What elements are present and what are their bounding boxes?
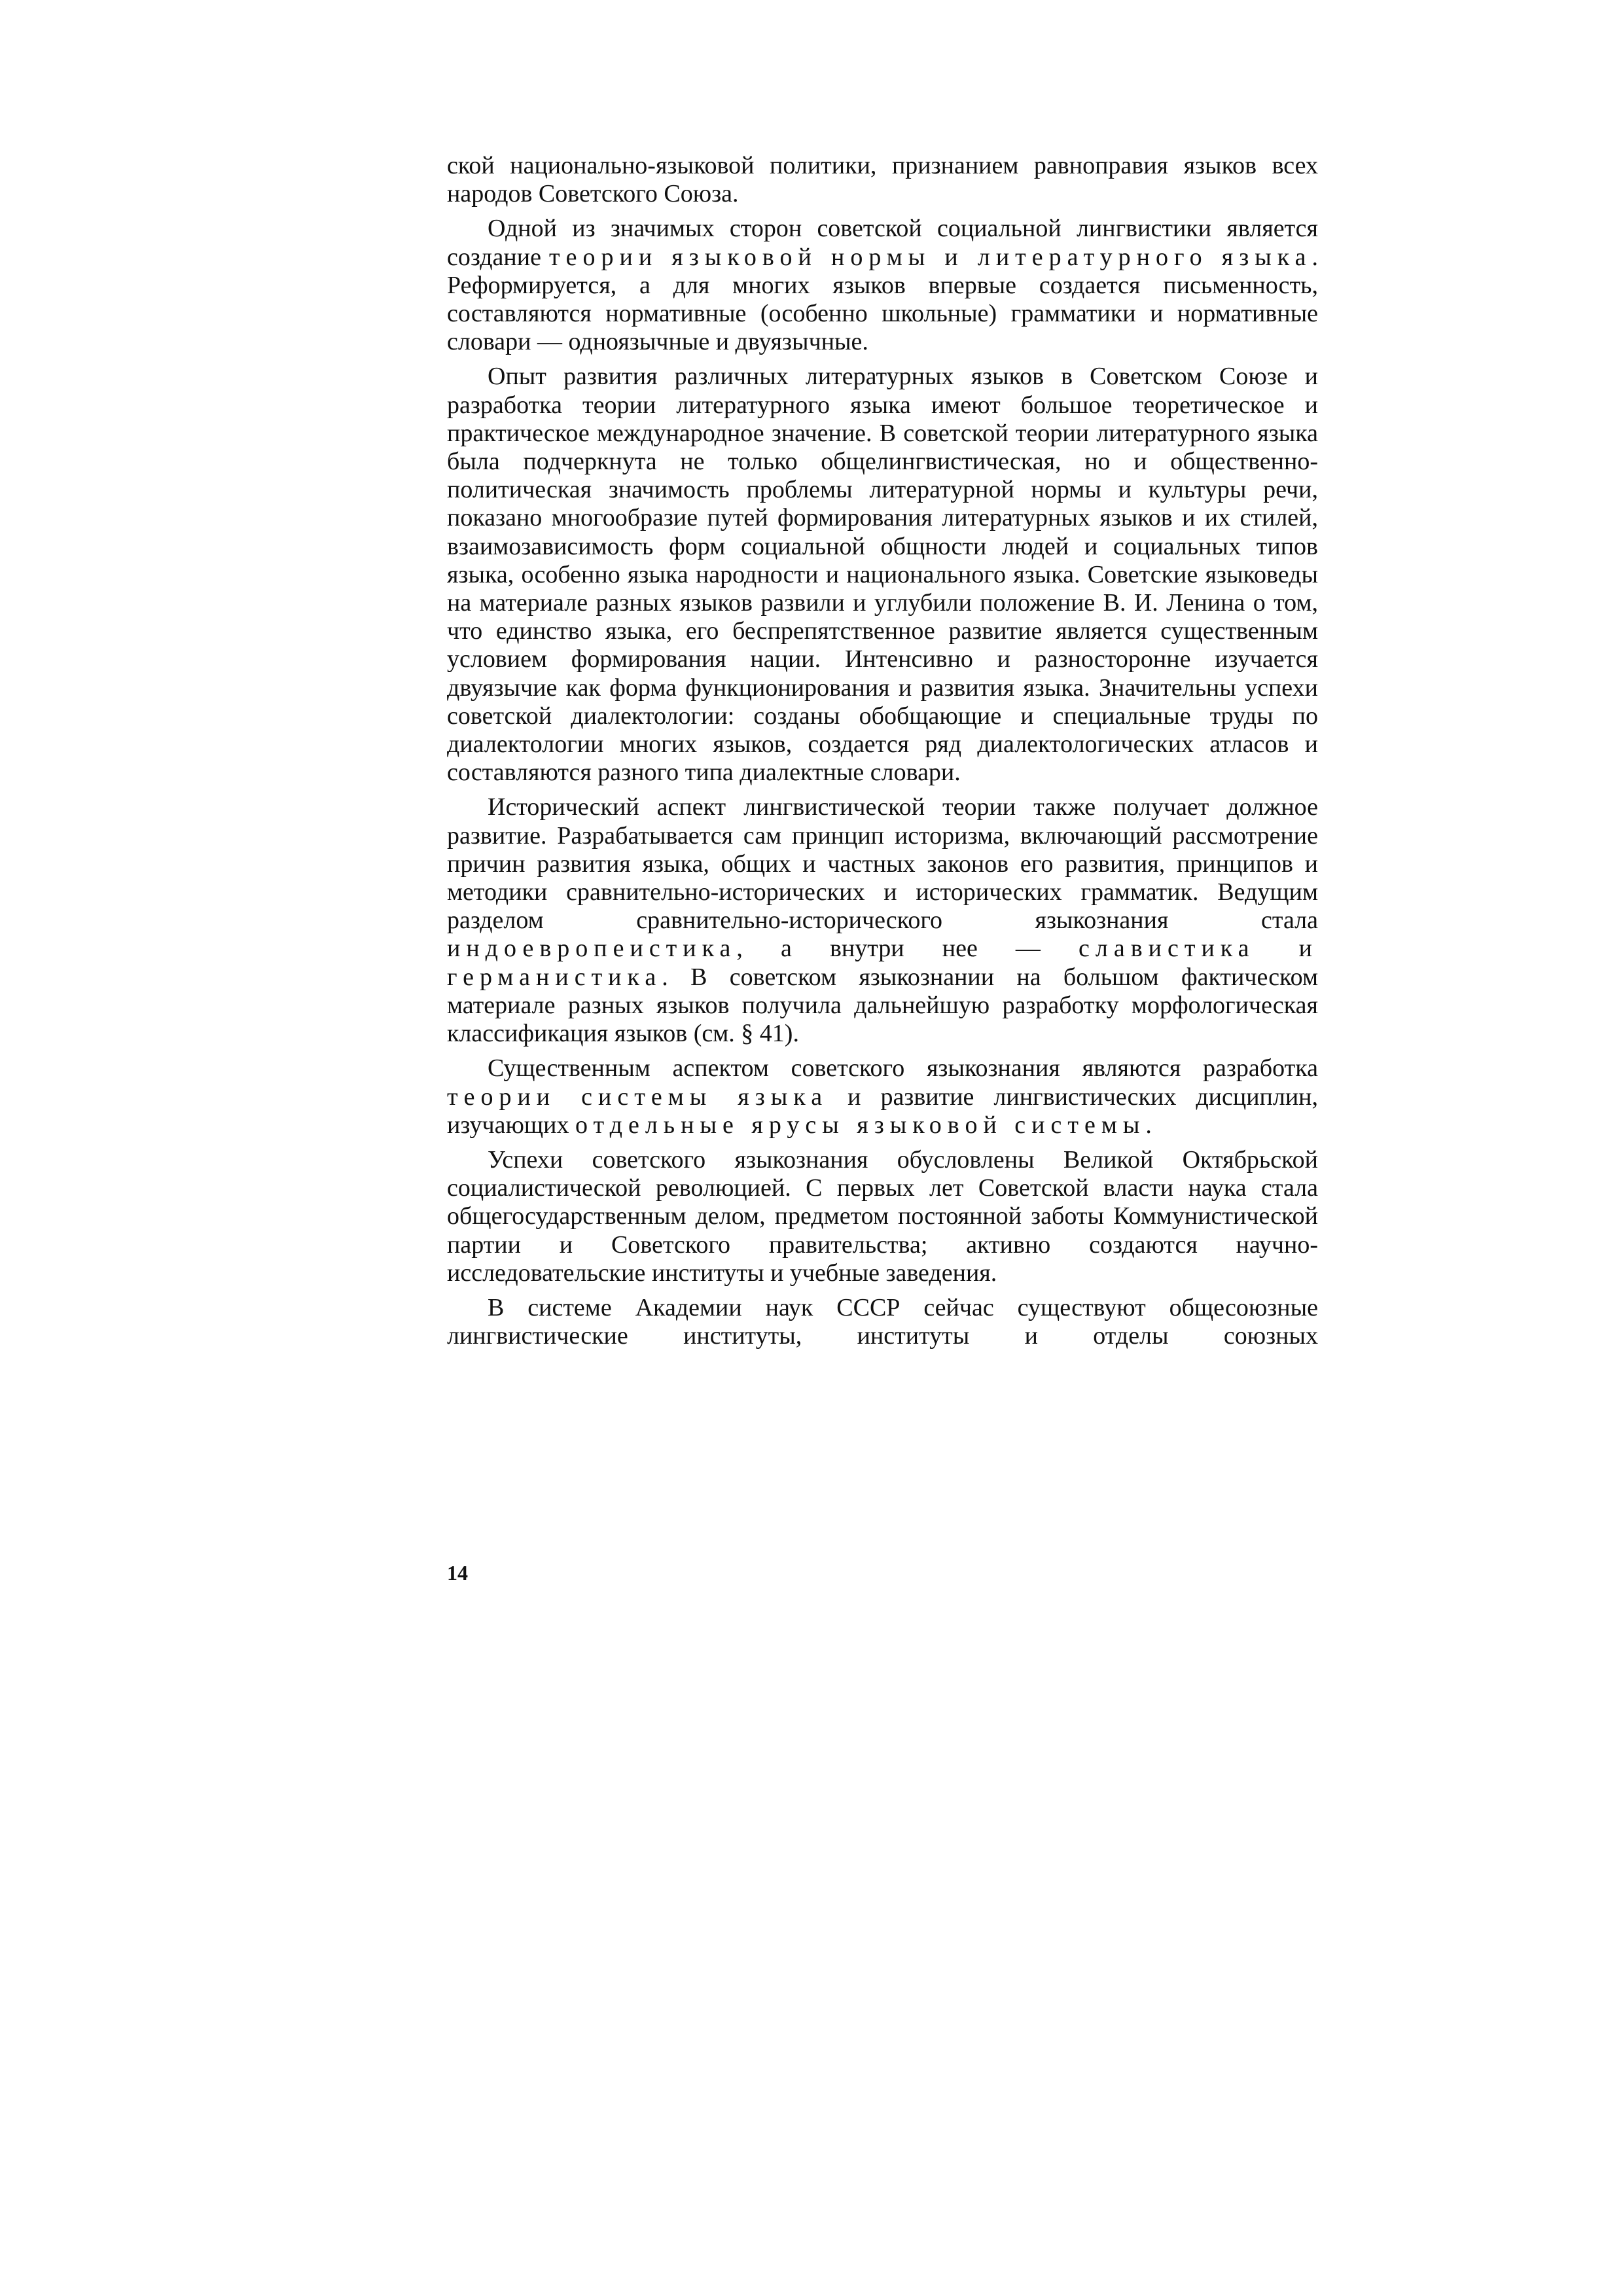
page-number: 14 <box>447 1561 468 1585</box>
paragraph-2 <box>447 215 1318 356</box>
paragraph-4 <box>447 793 1318 1048</box>
paragraph-4-emphasis-germanistics: германистика <box>447 963 662 991</box>
paragraph-5-emphasis-system-theory: теории системы языка <box>447 1083 829 1111</box>
paragraph-3: Опыт развития различных литературных языков в Советском Союзе и разработка теории литературного языка имеют большое теоретическое и практическое международное значение. В советской теории литературного языка была подчеркнута не только общелингвистическая, но и общественно-политическая значимость проблемы литературной нормы и культуры речи, показано многообразие путей формирования литературных языков и их стилей, взаимозависимость форм социальной общности людей и социальных типов языка, особенно языка народности и национального языка. Советские языковеды на материале разных языков развили и углубили положение В. И. Ленина о том, что единство языка, его беспрепятственное развитие является существенным условием формирования нации. Интенсивно и разносторонне изучается двуязычие как форма функционирования и развития языка. Значительны успехи советской диалектологии: созданы обобщающие и специальные труды по диалектологии многих языков, создается ряд диалектологических атласов и составляются разного типа диалектные словари. <box>447 363 1318 787</box>
paragraph-5-text-c: и развитие лингвистических дисциплин, изучающих <box>447 1083 1319 1139</box>
text-column <box>447 152 1318 1350</box>
paragraph-5-text-e: . <box>1145 1111 1152 1139</box>
paragraph-5 <box>447 1054 1318 1139</box>
paragraph-4-emphasis-slavistics: славистика <box>1079 935 1255 963</box>
paragraph-4-text-g: . В советском языкознании на большом фактическом материале разных языков получила дальнейшую разработку морфологическая классификация языков (см. § 41). <box>447 963 1318 1048</box>
paragraph-7: В системе Академии наук СССР сейчас существуют общесоюзные лингвистические институты, институты и отделы союзных <box>447 1293 1318 1350</box>
paragraph-4-emphasis-indoeuropeistics: индоевропеистика <box>447 935 737 963</box>
paragraph-5-emphasis-language-levels: отдельные ярусы языковой системы <box>575 1111 1146 1139</box>
paragraph-6: Успехи советского языкознания обусловлены Великой Октябрьской социалистической революцией. С первых лет Советской власти наука стала общегосударственным делом, предметом постоянной заботы Коммунистической партии и Советского правительства; активно создаются научно-исследовательские институты и учебные заведения. <box>447 1145 1318 1287</box>
paragraph-2-text-a: Одной из значимых сторон советской социальной лингвистики является создание <box>447 215 1318 271</box>
paragraph-2-emphasis: теории языковой нормы и литературного языка <box>549 243 1312 271</box>
paragraph-4-text-a: Исторический аспект лингвистической теории также получает должное развитие. Разрабатывается сам принцип историзма, включающий рассмотрение причин развития языка, общих и частных законов его развития, принципов и методики сравнительно-исторических и исторических грамматик. Ведущим разделом сравнительно-исторического языкознания стала <box>447 793 1318 935</box>
paragraph-1: ской национально-языковой политики, признанием равноправия языков всех народов Советского Союза. <box>447 152 1318 208</box>
paragraph-2-text-c: . Реформируется, а для многих языков впервые создается письменность, составляются нормативные (особенно школьные) грамматики и нормативные словари — одноязычные и двуязычные. <box>447 243 1318 356</box>
paragraph-4-text-c: , а внутри нее — <box>736 935 1079 963</box>
paragraph-4-text-and: и <box>1255 935 1318 963</box>
paragraph-5-text-a: Существенным аспектом советского языкознания являются разработка <box>488 1054 1318 1083</box>
